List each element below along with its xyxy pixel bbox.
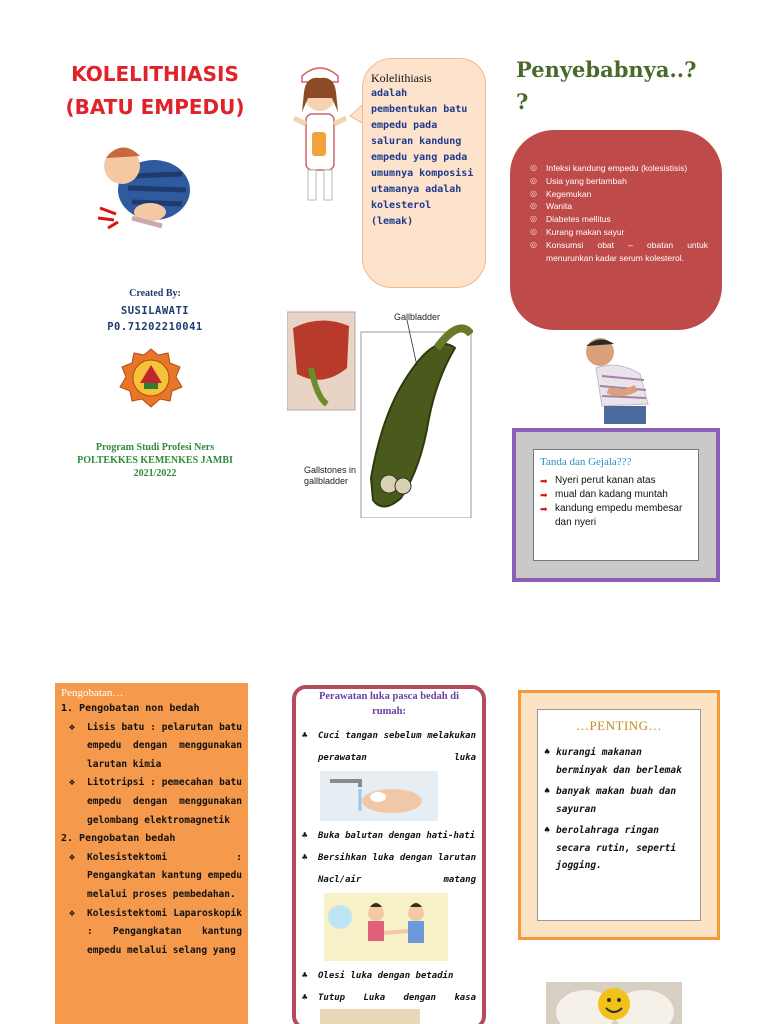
academic-year: 2021/2022	[133, 468, 177, 479]
cause-item: ◎ Wanita	[530, 200, 708, 213]
definition-term: Kolelithiasis	[371, 71, 432, 85]
title-line-1: KOLELITHIASIS	[71, 62, 239, 86]
sign-item: ➡ kandung empedu membesar dan nyeri	[540, 502, 692, 530]
cause-item: ◎ Diabetes mellitus	[530, 213, 708, 226]
important-panel	[537, 709, 701, 921]
causes-heading-line1: Penyebabnya..?	[516, 57, 697, 82]
treatment-item: ❖ Litotripsi : pemecahan batu empedu dengan menggunakan gelombang elektromagnetik	[61, 774, 242, 830]
treatment-item: ❖ Kolesistektomi : Pengangkatan kantung empedu melalui proses pembedahan.	[61, 849, 242, 905]
wound-care-step: ♣ Bersihkan luka dengan larutan Nacl/air matang	[302, 847, 476, 891]
treatment-heading: Pengobatan…	[61, 687, 124, 699]
gallbladder-label: Gallbladder	[394, 312, 441, 322]
cause-item: ◎ Konsumsi obat – obatan untuk menurunkan kadar serum kolesterol.	[530, 239, 708, 265]
author-name: SUSILAWATI	[120, 305, 190, 317]
gallstones-label	[304, 465, 356, 487]
signs-list	[540, 474, 692, 530]
wound-care-step: ♣ Cuci tangan sebelum melakukan perawatan luka	[302, 725, 476, 769]
cause-item: ◎ Kegemukan	[530, 188, 708, 201]
non-surgical-heading: 1. Pengobatan non bedah	[61, 703, 200, 714]
sign-item: ➡ mual dan kadang muntah	[540, 488, 692, 502]
handwashing-image	[320, 771, 438, 821]
treatment-item: ❖ Lisis batu : pelarutan batu empedu dengan menggunakan larutan kimia	[61, 719, 242, 775]
wound-care-panel	[292, 685, 486, 1024]
wound-cleaning-image	[324, 893, 448, 961]
cause-item: ◎ Kurang makan sayur	[530, 226, 708, 239]
causes-heading	[516, 54, 736, 118]
signs-heading: Tanda dan Gejala???	[540, 456, 632, 468]
important-item: ♠ berolahraga ringan secara rutin, seperti jogging.	[544, 822, 694, 875]
wound-care-heading: Perawatan luka pasca bedah di rumah:	[318, 691, 460, 717]
causes-box	[510, 130, 722, 330]
signs-frame	[512, 428, 720, 582]
created-by-label: Created By:	[129, 288, 181, 299]
wound-care-step: ♣ Tutup Luka dengan kasa	[302, 987, 476, 1009]
wound-care-step: ♣ Olesi luka dengan betadin	[302, 965, 476, 987]
stomach-pain-photo	[578, 334, 654, 424]
author-id: P0.71202210041	[107, 321, 203, 333]
bandage-image	[320, 1009, 420, 1024]
important-list	[544, 744, 694, 875]
cause-item: ◎ Usia yang bertambah	[530, 175, 708, 188]
treatment-item: ❖ Kolesistektomi Laparoskopik : Pengangkatan kantung empedu melalui selang yang	[61, 905, 242, 961]
leaflet-title	[40, 58, 270, 124]
sign-item: ➡ Nyeri perut kanan atas	[540, 474, 692, 488]
treatment-panel	[55, 683, 248, 1024]
surgical-heading: 2. Pengobatan bedah	[61, 833, 176, 845]
definition-bubble	[362, 58, 486, 288]
important-item: ♠ banyak makan buah dan sayuran	[544, 783, 694, 818]
cause-item: ◎ Infeksi kandung empedu (kolesistisis)	[530, 162, 708, 175]
sick-person-illustration	[92, 138, 202, 230]
program-name: Program Studi Profesi Ners	[95, 442, 215, 453]
important-item: ♠ kurangi makanan berminyak dan berlemak	[544, 744, 694, 779]
signs-panel	[533, 449, 699, 561]
smiley-flower-image	[546, 982, 682, 1024]
important-heading: …PENTING…	[575, 718, 663, 733]
institution-name: POLTEKKES KEMENKES JAMBI	[77, 455, 233, 466]
causes-list	[530, 162, 708, 264]
causes-heading-line2: ?	[516, 89, 529, 114]
definition-text: adalah pembentukan batu empedu pada saluran kandung empedu yang pada umumnya komposisi utamanya adalah kolesterol (lemak)	[371, 88, 474, 227]
important-frame	[518, 690, 720, 940]
gallstones-label-line1: Gallstones in	[304, 465, 357, 475]
institution-logo	[118, 347, 184, 409]
nurse-illustration	[288, 58, 362, 210]
title-line-2: (BATU EMPEDU)	[65, 95, 245, 119]
gallstones-label-line2: gallbladder	[304, 476, 349, 486]
program-block	[60, 441, 250, 480]
wound-care-step: ♣ Buka balutan dengan hati-hati	[302, 825, 476, 847]
author-block	[60, 303, 250, 335]
